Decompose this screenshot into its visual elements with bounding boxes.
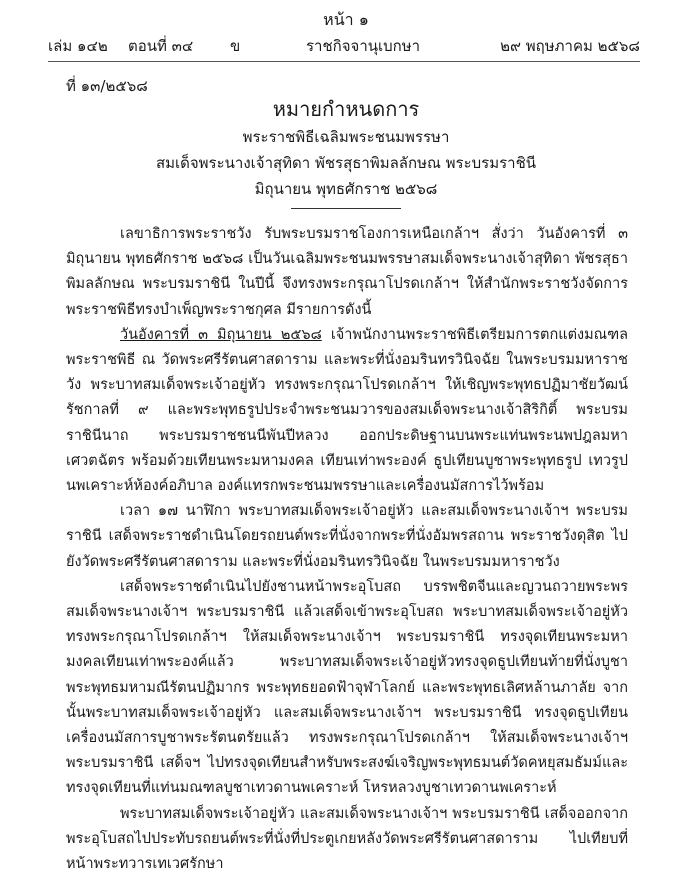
gazette-part: ตอนที่ ๓๔ bbox=[128, 37, 194, 55]
gazette-volume: เล่ม ๑๔๒ bbox=[48, 37, 108, 55]
page-number: หน้า ๑ bbox=[323, 10, 369, 29]
schedule-day-label: วันอังคารที่ ๓ มิถุนายน ๒๕๖๘ bbox=[120, 326, 322, 343]
title-divider bbox=[291, 208, 401, 209]
header-divider bbox=[48, 61, 640, 62]
queen-name: สมเด็จพระนางเจ้าสุทิดา พัชรสุธาพิมลลักษณ พระบรมราชินี bbox=[155, 154, 537, 172]
gazette-date: ๒๙ พฤษภาคม ๒๕๖๘ bbox=[500, 37, 640, 55]
paragraph-3: เวลา ๑๗ นาฬิกา พระบาทสมเด็จพระเจ้าอยู่หัว และสมเด็จพระนางเจ้าฯ พระบรมราชินี เสด็จพระราชดำเนินโดยรถยนต์พระที่นั่งจากพระที่นั่งอัมพรสถาน พระราชวังดุสิต ไปยังวัดพระศรีรัตนศาสดาราม และพระที่นั่งอมรินทรวินิจฉัย ในพระบรมมหาราชวัง bbox=[66, 503, 628, 570]
ceremony-name: พระราชพิธีเฉลิมพระชนมพรรษา bbox=[242, 128, 450, 146]
intro-paragraph: เลขาธิการพระราชวัง รับพระบรมราชโองการเหนือเกล้าฯ สั่งว่า วันอังคารที่ ๓ มิถุนายน พุทธศักราช ๒๕๖๘ เป็นวันเฉลิมพระชนมพรรษาสมเด็จพระนางเจ้าสุทิดา พัชรสุธาพิมลลักษณ พระบรมราชินี ในปีนี้ จึงทรงพระกรุณาโปรดเกล้าฯ ให้สำนักพระราชวังจัดการพระราชพิธีทรงบำเพ็ญพระราชกุศล มีรายการดังนี้ bbox=[66, 226, 628, 318]
gazette-header bbox=[48, 34, 640, 60]
document-number: ที่ ๑๓/๒๕๖๘ bbox=[66, 77, 148, 95]
document-body bbox=[66, 222, 628, 877]
gazette-section: ข bbox=[230, 37, 241, 55]
schedule-paragraph bbox=[66, 323, 628, 499]
ceremony-date: มิถุนายน พุทธศักราช ๒๕๖๘ bbox=[254, 180, 438, 198]
paragraph-4: เสด็จพระราชดำเนินไปยังชานหน้าพระอุโบสถ บรรพชิตจีนและญวนถวายพระพรสมเด็จพระนางเจ้าฯ พระบรมราชินี แล้วเสด็จเข้าพระอุโบสถ พระบาทสมเด็จพระเจ้าอยู่หัวทรงพระกรุณาโปรดเกล้าฯ ให้สมเด็จพระนางเจ้าฯ พระบรมราชินี ทรงจุดเทียนพระมหามงคลเทียนเท่าพระองค์แล้ว พระบาทสมเด็จพระเจ้าอยู่หัวทรงจุดธูปเทียนท้ายที่นั่งบูชาพระพุทธมหามณีรัตนปฏิมากร พระพุทธยอดฟ้าจุฬาโลกย์ และพระพุทธเลิศหล้านภาลัย จากนั้นพระบาทสมเด็จพระเจ้าอยู่หัว และสมเด็จพระนางเจ้าฯ พระบรมราชินี ทรงจุดธูปเทียนเครื่องนมัสการบูชาพระรัตนตรัยแล้ว ทรงพระกรุณาโปรดเกล้าฯ ให้สมเด็จพระนางเจ้าฯ พระบรมราชินี เสด็จฯ ไปทรงจุดเทียนสำหรับพระสงฆ์เจริญพระพุทธมนต์วัดคหยุสมธัมม์และทรงจุดเทียนที่แท่นมณฑลบูชาเทวดานพเคราะห์ โหรหลวงบูชาเทวดานพเคราะห์ bbox=[66, 578, 628, 797]
paragraph-5: พระบาทสมเด็จพระเจ้าอยู่หัว และสมเด็จพระนางเจ้าฯ พระบรมราชินี เสด็จออกจากพระอุโบสถไปประทับรถยนต์พระที่นั่งที่ประตูเกยหลังวัดพระศรีรัตนศาสดาราม ไปเทียบที่หน้าพระทวารเทเวศรักษา bbox=[66, 805, 628, 873]
document-title: หมายกำหนดการ bbox=[272, 97, 420, 121]
schedule-day-text: เจ้าพนักงานพระราชพิธีเตรียมการตกแต่งมณฑลพระราชพิธี ณ วัดพระศรีรัตนศาสดาราม และพระที่นั่งอมรินทรวินิจฉัย ในพระบรมมหาราชวัง พระบาทสมเด็จพระเจ้าอยู่หัว ทรงพระกรุณาโปรดเกล้าฯ ให้เชิญพระพุทธปฏิมาชัยวัฒน์ รัชกาลที่ ๙ และพระพุทธรูปประจำพระชนมวารของสมเด็จพระนางเจ้าสิริกิติ์ พระบรมราชินีนาถ พระบรมราชชนนีพันปีหลวง ออกประดิษฐานบนพระแท่นพระนพปฎลมหาเศวตฉัตร พร้อมด้วยเทียนพระมหามงคล เทียนเท่าพระองค์ ธูปเทียนบูชาพระพุทธรูป เทวรูปนพเคราะห์ห้องค์อภิบาล องค์แทรกพระชนมพรรษาและเครื่องนมัสการไว้พร้อม bbox=[66, 326, 629, 495]
title-block bbox=[0, 94, 692, 209]
gazette-publication: ราชกิจจานุเบกษา bbox=[306, 37, 421, 55]
